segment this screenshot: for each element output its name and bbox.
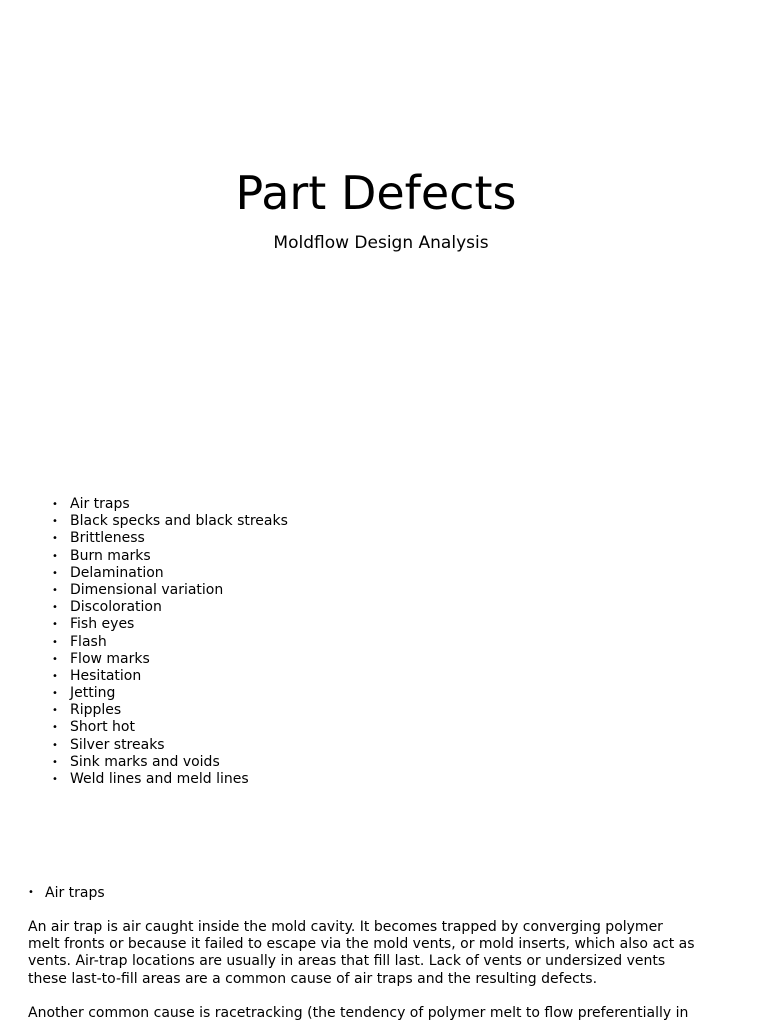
list-item-label: Black specks and black streaks	[70, 513, 288, 530]
bullet-icon: •	[52, 499, 58, 510]
list-item	[52, 496, 288, 513]
list-item-label: Burn marks	[70, 547, 151, 564]
bullet-icon: •	[52, 584, 58, 596]
list-item	[52, 702, 288, 719]
paragraph-line: melt fronts or because it failed to escape via the mold vents, or mold inserts, which also act as	[28, 936, 695, 953]
bullet-icon: •	[52, 636, 58, 648]
body-paragraph	[28, 919, 728, 988]
list-item-label: Hesitation	[70, 667, 142, 684]
paragraph-line: Another common cause is racetracking (the tendency of polymer melt to flow preferentially in	[28, 1005, 689, 1021]
paragraph-line: vents. Air-trap locations are usually in areas that fill last. Lack of vents or undersized vents	[28, 953, 666, 970]
list-item-label: Silver streaks	[70, 736, 165, 753]
paragraph-line: An air trap is air caught inside the mold cavity. It becomes trapped by converging polymer	[28, 919, 663, 935]
list-item	[52, 634, 288, 651]
bullet-icon: •	[52, 670, 58, 682]
list-item-label: Fish eyes	[70, 616, 135, 633]
list-item-label: Weld lines and meld lines	[70, 771, 249, 787]
bullet-icon: •	[52, 774, 58, 785]
paragraph-line: these last-to-fill areas are a common cause of air traps and the resulting defects.	[28, 970, 598, 987]
list-item	[52, 582, 288, 599]
section-heading	[28, 884, 105, 902]
list-item	[52, 599, 288, 616]
bullet-icon: •	[52, 516, 58, 528]
bullet-icon: •	[52, 653, 58, 665]
list-item-label: Flow marks	[70, 650, 150, 667]
list-item	[52, 513, 288, 530]
list-item	[52, 530, 288, 547]
list-item-label: Delamination	[70, 564, 164, 581]
list-item-label: Jetting	[70, 685, 116, 702]
list-item	[52, 719, 288, 736]
page-title: Part Defects	[235, 166, 517, 220]
list-item	[52, 668, 288, 685]
list-item	[52, 616, 288, 633]
list-item-label: Ripples	[70, 702, 122, 719]
bullet-icon: •	[52, 722, 58, 734]
bullet-icon: •	[52, 550, 58, 562]
list-item	[52, 685, 288, 702]
list-item-label: Brittleness	[70, 530, 145, 547]
bullet-icon: •	[52, 756, 58, 768]
list-item	[52, 548, 288, 565]
list-item	[52, 754, 288, 771]
list-item-label: Discoloration	[70, 599, 162, 616]
defect-list	[52, 496, 288, 788]
list-item-label: Sink marks and voids	[70, 753, 220, 770]
list-item-label: Flash	[70, 633, 107, 650]
bullet-icon: •	[52, 619, 58, 631]
list-item-label: Short hot	[70, 719, 135, 736]
section-heading-label: Air traps	[45, 885, 105, 901]
bullet-icon: •	[52, 533, 58, 545]
page-subtitle: Moldflow Design Analysis	[273, 233, 489, 253]
bullet-icon: •	[52, 688, 58, 700]
list-item	[52, 771, 288, 788]
bullet-icon: •	[52, 705, 58, 717]
list-item	[52, 737, 288, 754]
list-item-label: Dimensional variation	[70, 581, 224, 598]
bullet-icon: •	[52, 739, 58, 751]
list-item-label: Air traps	[70, 496, 130, 512]
body-paragraph	[28, 1005, 728, 1022]
bullet-icon: •	[52, 602, 58, 614]
list-item	[52, 565, 288, 582]
bullet-icon: •	[28, 887, 34, 898]
bullet-icon: •	[52, 567, 58, 579]
list-item	[52, 651, 288, 668]
